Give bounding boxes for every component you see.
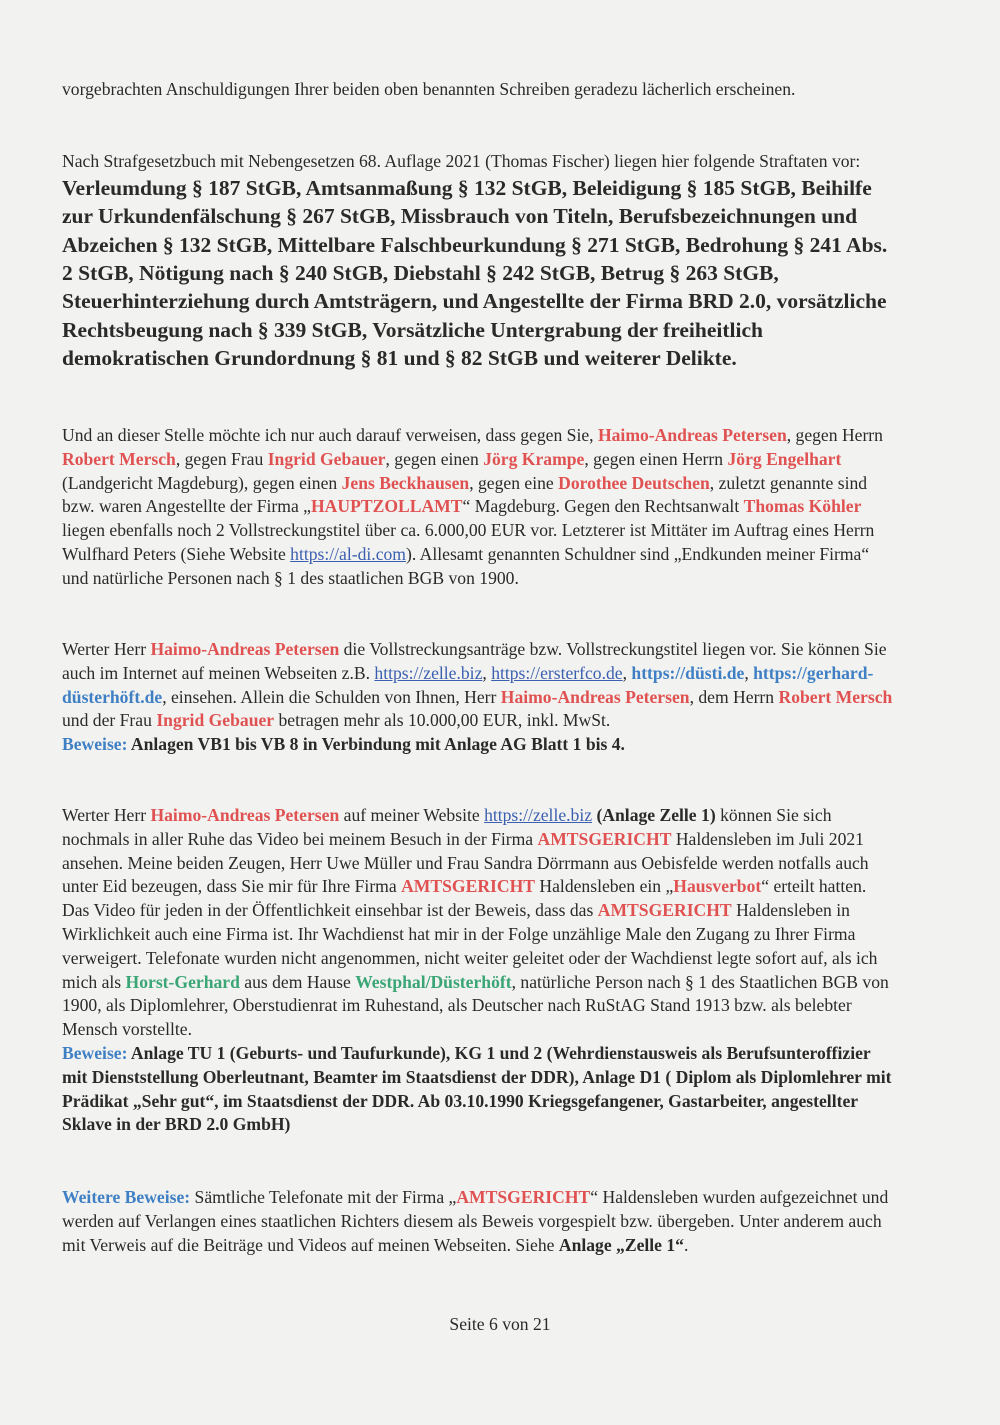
- paragraph-video: [62, 804, 897, 1137]
- text: Haldensleben im Juli 2021 ansehen. Meine beiden Zeugen, Herr Uwe Müller und Frau Sandra Dörrmann aus Oebisfelde werden notfalls auch unter Eid bezeugen, dass Sie mir für Ihre Firma: [62, 828, 869, 897]
- text: Werter Herr: [62, 805, 151, 825]
- text: “ Haldensleben wurden aufgezeichnet und werden auf Verlangen eines staatlichen Richters diesem als Beweis vorgespielt bzw. übergeben. Unter anderem auch mit Verweis auf die Beiträge und Videos auf meinen Webseiten. Siehe: [62, 1187, 889, 1255]
- text: die Vollstreckungsanträge bzw. Vollstreckungstitel liegen vor. Sie können Sie auch im Internet auf meinen Webseiten z.B.: [62, 639, 887, 683]
- org-name: AMTSGERICHT: [456, 1187, 591, 1207]
- text: (Landgericht Magdeburg), gegen einen: [62, 472, 342, 493]
- person-name: Dorothee Deutschen: [558, 472, 710, 493]
- paragraph-offenses: [62, 150, 897, 373]
- evidence-label: Weitere Beweise:: [62, 1187, 191, 1207]
- text: “ Magdeburg. Gegen den Rechtsanwalt: [462, 496, 744, 517]
- attachment-ref: Anlage „Zelle 1“: [558, 1234, 684, 1255]
- person-name: Haimo-Andreas Petersen: [500, 686, 690, 707]
- evidence-text: Anlagen VB1 bis VB 8 in Verbindung mit Anlage AG Blatt 1 bis 4.: [127, 734, 625, 755]
- paragraph-debtors: [62, 424, 897, 591]
- paragraph-titles: [62, 638, 897, 757]
- paragraph-further-evidence: [62, 1186, 897, 1257]
- text: , zuletzt genannte sind bzw. waren Angestellte der Firma „: [62, 472, 868, 517]
- website-link[interactable]: https://ersterfco.de: [491, 662, 623, 683]
- website-link[interactable]: https://zelle.biz: [374, 662, 483, 683]
- house-name: Westphal/Düsterhöft: [355, 971, 512, 992]
- text: “ erteilt hatten. Das Video für jeden in der Öffentlichkeit einsehbar ist der Beweis, dass das: [62, 876, 867, 921]
- text: , natürliche Person nach § 1 des Staatlichen BGB von 1900, als Diplomlehrer, Oberstudienrat im Ruhestand, als Deutscher nach RuStAG Stand 1913 bzw. als belebter Mensch vorstellte.: [62, 971, 889, 1040]
- text: Und an dieser Stelle möchte ich nur auch darauf verweisen, dass gegen Sie,: [62, 425, 598, 445]
- text: .: [683, 1234, 689, 1255]
- text: , dem Herrn: [689, 686, 779, 707]
- text: vorgebrachten Anschuldigungen Ihrer beiden oben benannten Schreiben geradezu lächerlich erscheinen.: [62, 79, 796, 99]
- text: aus dem Hause: [239, 971, 356, 992]
- evidence-label: Beweise:: [62, 734, 128, 755]
- person-name: Thomas Köhler: [743, 496, 862, 517]
- text: liegen ebenfalls noch 2 Vollstreckungstitel über ca. 6.000,00 EUR vor. Letzterer ist Mittäter im Auftrag eines Herrn Wulfhard Peters (Siehe Website: [62, 520, 875, 564]
- person-name: Haimo-Andreas Petersen: [597, 425, 787, 445]
- org-name: AMTSGERICHT: [537, 828, 672, 849]
- website-link[interactable]: https://düsti.de: [631, 662, 745, 683]
- highlight-term: Hausverbot: [673, 876, 762, 897]
- person-name: Jörg Engelhart: [727, 448, 842, 469]
- website-link[interactable]: https://gerhard-düsterhöft.de: [62, 662, 874, 707]
- text: , gegen einen: [385, 448, 484, 469]
- org-name: HAUPTZOLLAMT: [311, 496, 463, 517]
- text: Sämtliche Telefonate mit der Firma „: [190, 1187, 457, 1207]
- text: auf meiner Website: [339, 805, 485, 825]
- website-link[interactable]: https://al-di.com: [290, 543, 406, 564]
- paragraph-intro: [62, 78, 897, 102]
- text: , gegen Frau: [175, 448, 268, 469]
- website-link[interactable]: https://zelle.biz: [484, 805, 593, 825]
- text: ). Allesamt genannten Schuldner sind „Endkunden meiner Firma“ und natürliche Personen nach § 1 des staatlichen BGB von 1900.: [62, 543, 870, 588]
- text: , einsehen. Allein die Schulden von Ihnen, Herr: [162, 686, 501, 707]
- person-name: Robert Mersch: [778, 686, 893, 707]
- text: können Sie sich nochmals in aller Ruhe das Video bei meinem Besuch in der Firma: [62, 805, 832, 849]
- offense-list: Verleumdung § 187 StGB, Amtsanmaßung § 132 StGB, Beleidigung § 185 StGB, Beihilfe zur Urkundenfälschung § 267 StGB, Missbrauch von Titeln, Berufsbezeichnungen und Abzeichen § 132 StGB, Mittelbare Falschbeurkundung § 271 StGB, Bedrohung § 241 Abs. 2 StGB, Nötigung nach § 240 StGB, Diebstahl § 242 StGB, Betrug § 263 StGB, Steuerhinterziehung durch Amtsträgern, und Angestellte der Firma BRD 2.0, vorsätzliche Rechtsbeugung nach § 339 StGB, Vorsätzliche Untergrabung der freiheitlich demokratischen Grundordnung § 81 und § 82 StGB und weiterer Delikte.: [62, 175, 888, 371]
- evidence-text: Anlage TU 1 (Geburts- und Taufurkunde), KG 1 und 2 (Wehrdienstausweis als Berufsunteroffizier mit Dienststellung Oberleutnant, Beamter im Staatsdienst der DDR), Anlage D1 ( Diplom als Diplomlehrer mit Prädikat „Sehr gut“, im Staatsdienst der DDR. Ab 03.10.1990 Kriegsgefangener, Gastarbeiter, angestellter Sklave in der BRD 2.0 GmbH): [62, 1042, 892, 1135]
- person-name: Robert Mersch: [62, 448, 176, 469]
- text: , gegen einen Herrn: [584, 448, 728, 469]
- org-name: AMTSGERICHT: [597, 900, 732, 921]
- person-name: Ingrid Gebauer: [267, 448, 386, 469]
- org-name: AMTSGERICHT: [401, 876, 536, 897]
- evidence-label: Beweise:: [62, 1042, 128, 1063]
- text: ,: [622, 662, 632, 683]
- text: Werter Herr: [62, 639, 151, 659]
- text: , gegen Herrn: [786, 425, 883, 445]
- person-name: Haimo-Andreas Petersen: [150, 639, 340, 659]
- text: Haldensleben in Wirklichkeit auch eine Firma ist. Ihr Wachdienst hat mir in der Folge unzählige Male den Zugang zu Ihrer Firma verweigert. Telefonate wurden nicht angenommen, nicht weiter geleitet oder der Wachdienst legte sofort auf, als ich mich als: [62, 900, 878, 992]
- attachment-ref: (Anlage Zelle 1): [596, 805, 716, 825]
- self-name: Horst-Gerhard: [125, 971, 240, 992]
- page-number: Seite 6 von 21: [449, 1314, 551, 1334]
- person-name: Haimo-Andreas Petersen: [150, 805, 340, 825]
- text: Nach Strafgesetzbuch mit Nebengesetzen 68. Auflage 2021 (Thomas Fischer) liegen hier folgende Straftaten vor:: [62, 151, 861, 171]
- person-name: Jörg Krampe: [483, 448, 585, 469]
- text: Haldensleben ein „: [535, 876, 674, 897]
- person-name: Ingrid Gebauer: [156, 710, 275, 731]
- text: ,: [744, 662, 754, 683]
- text: , gegen eine: [469, 472, 559, 493]
- person-name: Jens Beckhausen: [341, 472, 470, 493]
- text: betragen mehr als 10.000,00 EUR, inkl. MwSt.: [274, 710, 611, 731]
- text: und der Frau: [62, 710, 157, 731]
- text: ,: [482, 662, 492, 683]
